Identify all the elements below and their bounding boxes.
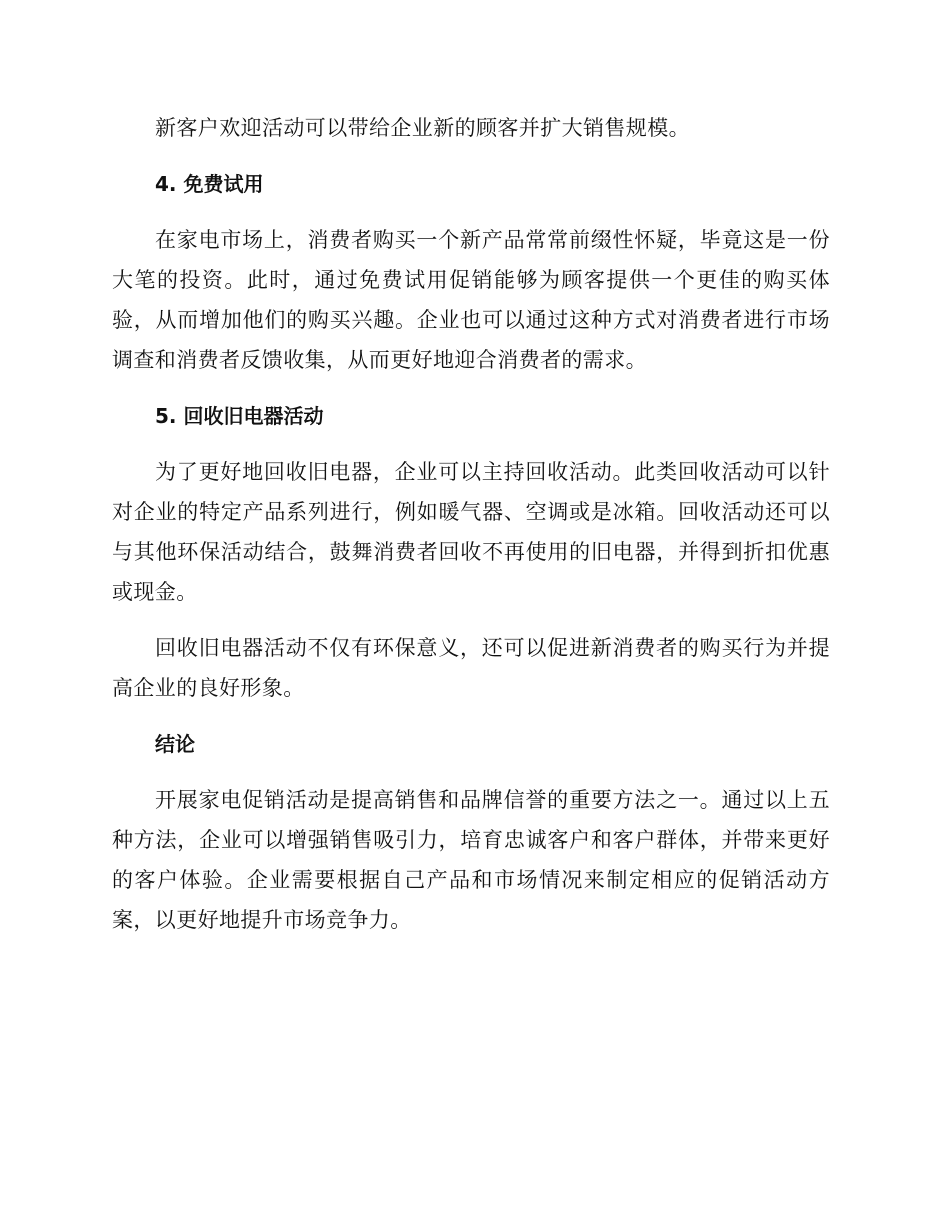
paragraph-recycling: 为了更好地回收旧电器，企业可以主持回收活动。此类回收活动可以针对企业的特定产品系列进行，例如暖气器、空调或是冰箱。回收活动还可以与其他环保活动结合，鼓舞消费者回收不再使用的旧电器，并得到折扣优惠或现金。 (112, 460, 830, 604)
paragraph-free-trial: 在家电市场上，消费者购买一个新产品常常前缀性怀疑，毕竟这是一份大笔的投资。此时，通过免费试用促销能够为顾客提供一个更佳的购买体验，从而增加他们的购买兴趣。企业也可以通过这种方式对消费者进行市场调查和消费者反馈收集，从而更好地迎合消费者的需求。 (112, 228, 830, 372)
heading-recycling: 5. 回收旧电器活动 (155, 404, 324, 428)
heading-free-trial: 4. 免费试用 (155, 172, 264, 196)
paragraph-conclusion: 开展家电促销活动是提高销售和品牌信誉的重要方法之一。通过以上五种方法，企业可以增强销售吸引力，培育忠诚客户和客户群体，并带来更好的客户体验。企业需要根据自己产品和市场情况来制定相应的促销活动方案，以更好地提升市场竞争力。 (112, 788, 830, 932)
document-body (112, 108, 830, 956)
heading-conclusion: 结论 (155, 732, 195, 756)
paragraph-recycling-benefits: 回收旧电器活动不仅有环保意义，还可以促进新消费者的购买行为并提高企业的良好形象。 (112, 636, 830, 700)
paragraph-new-customer-welcome: 新客户欢迎活动可以带给企业新的顾客并扩大销售规模。 (155, 116, 690, 140)
